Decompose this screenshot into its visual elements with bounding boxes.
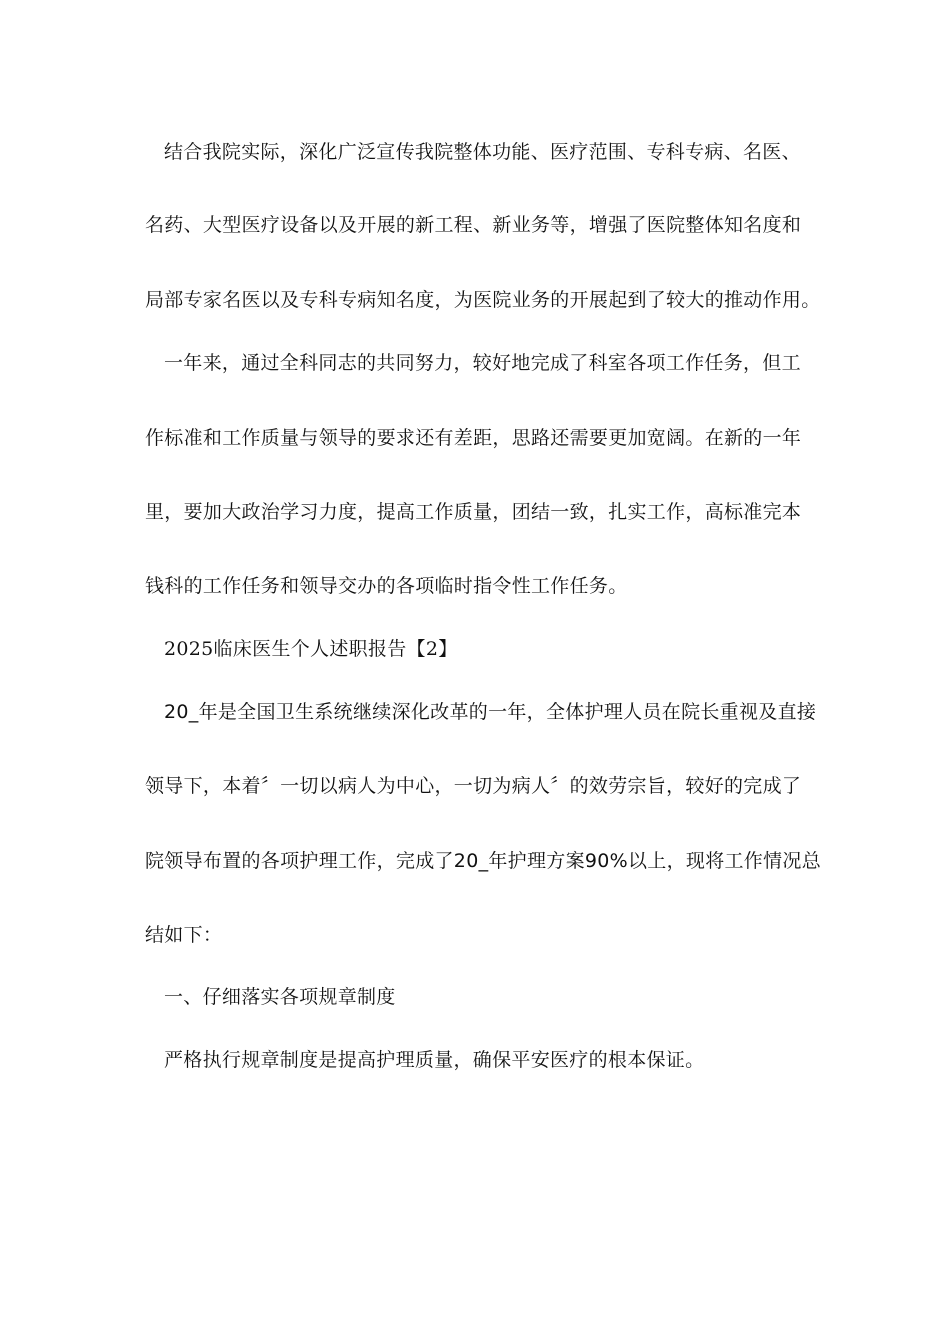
paragraph-1-line-3: 局部专家名医以及专科专病知名度，为医院业务的开展起到了较大的推动作用。 (145, 289, 821, 311)
paragraph-2-line-2: 作标准和工作质量与领导的要求还有差距，思路还需要更加宽阔。在新的一年 (145, 427, 802, 449)
paragraph-3-line-2: 领导下，本着〞一切以病人为中心，一切为病人〞的效劳宗旨，较好的完成了 (145, 775, 802, 797)
paragraph-4-line-1: 严格执行规章制度是提高护理质量，确保平安医疗的根本保证。 (164, 1049, 705, 1071)
paragraph-3-line-1: 20_年是全国卫生系统继续深化改革的一年，全体护理人员在院长重视及直接 (164, 701, 817, 723)
subheading-1: 一、仔细落实各项规章制度 (164, 986, 396, 1008)
paragraph-2-line-4: 钱科的工作任务和领导交办的各项临时指令性工作任务。 (145, 575, 628, 597)
paragraph-2-line-3: 里，要加大政治学习力度，提高工作质量，团结一致，扎实工作，高标准完本 (145, 501, 802, 523)
paragraph-1-line-1: 结合我院实际，深化广泛宣传我院整体功能、医疗范围、专科专病、名医、 (164, 141, 801, 163)
paragraph-3-line-3: 院领导布置的各项护理工作，完成了20_年护理方案90%以上，现将工作情况总 (145, 850, 822, 872)
paragraph-3-line-4: 结如下： (145, 924, 223, 946)
paragraph-2-line-1: 一年来，通过全科同志的共同努力，较好地完成了科室各项工作任务，但工 (164, 352, 801, 374)
section-title: 2025临床医生个人述职报告【2】 (164, 638, 458, 660)
paragraph-1-line-2: 名药、大型医疗设备以及开展的新工程、新业务等，增强了医院整体知名度和 (145, 214, 802, 236)
